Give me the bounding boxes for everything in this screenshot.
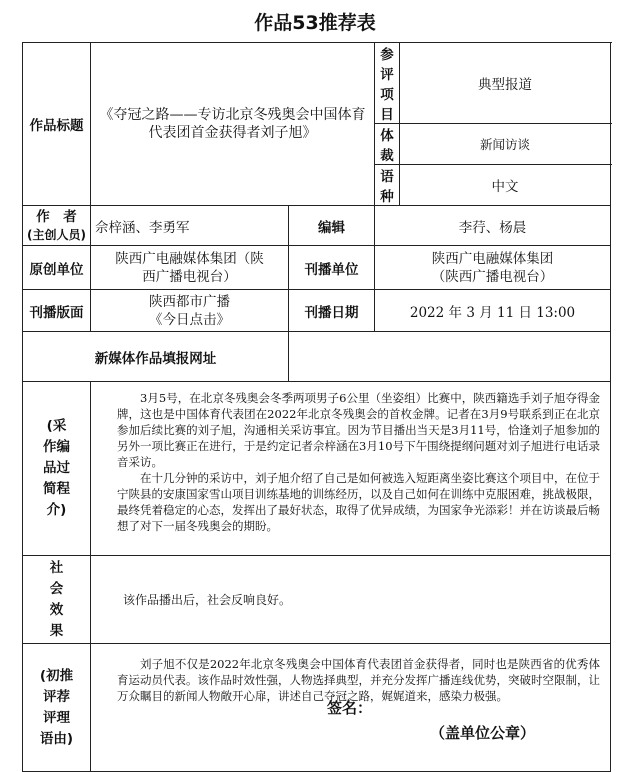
process-content <box>91 382 611 556</box>
recommendation-form <box>22 42 611 772</box>
broadcast-date-value: 2022 年 3 月 11 日 13:00 <box>375 290 611 332</box>
broadcast-unit-label: 刊播单位 <box>289 246 375 290</box>
page-title: 作品53推荐表 <box>254 12 376 34</box>
work-title-value: 《夺冠之路——专访北京冬残奥会中国体育代表团首金获得者刘子旭》 <box>91 43 375 206</box>
language-value: 中文 <box>400 165 611 206</box>
signature-label: 签名： <box>327 699 373 717</box>
original-unit-label: 原创单位 <box>23 246 91 290</box>
recommend-text: 刘子旭不仅是2022年北京冬残奥会中国体育代表团首金获得者，同时也是陕西省的优秀体育运动员代表。该作品时效性强，人物选择典型，并充分发挥广播连线优势，突破时空限制，让万众瞩目的新闻人物敞开心扉，讲述自己夺冠之路，娓娓道来，感染力极强。 <box>117 657 601 703</box>
broadcast-date-label: 刊播日期 <box>289 290 375 332</box>
process-paragraph-1: 3月5号，在北京冬残奥会冬季两项男子6公里（坐姿组）比赛中，陕西籍选手刘子旭夺得金牌，这也是中国体育代表团在2022年北京冬残奥会的首枚金牌。记者在3月9号联系到正在北京参加后续比赛的刘子旭，沟通相关采访事宜。因为节目播出当天是3月11号，恰逢刘子旭参加的另外一项比赛正在进行，于是约定记者佘梓涵在3月10号下午围绕提纲问题对刘子旭进行电话录音采访。 <box>117 391 601 469</box>
broadcast-section-label: 刊播版面 <box>23 290 91 332</box>
author-label-sub: (主创人员) <box>27 227 86 242</box>
work-title-label: 作品标题 <box>23 43 91 206</box>
genre-value: 新闻访谈 <box>400 124 611 165</box>
editor-label: 编辑 <box>289 206 375 246</box>
new-media-url-value[interactable] <box>289 332 611 382</box>
editor-value: 李荇、杨晨 <box>375 206 611 246</box>
process-paragraph-2: 在十几分钟的采访中，刘子旭介绍了自己是如何被选入短距离坐姿比赛这个项目中，在位于宁陕县的安康国家雪山项目训练基地的训练经历，以及自己如何在训练中克服困难，挑战极限，最终凭着稳定的心态，发挥出了最好状态，取得了优异成绩，为国家争光添彩！并在访谈最后畅想了对下一届冬残奥会的期盼。 <box>117 471 601 533</box>
social-effect-value: 该作品播出后，社会反响良好。 <box>91 556 611 644</box>
category-value: 典型报道 <box>400 43 611 124</box>
process-label: (采作编品过简程介) <box>23 382 91 556</box>
broadcast-unit-value: 陕西广电融媒体集团（陕西广播电视台） <box>375 246 611 290</box>
category-label: 参评项目 <box>375 43 400 124</box>
broadcast-section-value: 陕西都市广播《今日点击》 <box>91 290 289 332</box>
social-effect-label: 社会效果 <box>23 556 91 644</box>
new-media-url-label: 新媒体作品填报网址 <box>23 332 289 382</box>
seal-label: （盖单位公章） <box>430 724 536 742</box>
original-unit-value: 陕西广电融媒体集团（陕西广播电视台） <box>91 246 289 290</box>
author-label-main: 作 者 <box>36 208 77 225</box>
recommend-label: (初推评荐评理语由) <box>23 644 91 772</box>
language-label: 语种 <box>375 165 400 206</box>
author-value: 佘梓涵、李勇军 <box>91 206 289 246</box>
author-label <box>23 206 91 246</box>
genre-label: 体裁 <box>375 124 400 165</box>
